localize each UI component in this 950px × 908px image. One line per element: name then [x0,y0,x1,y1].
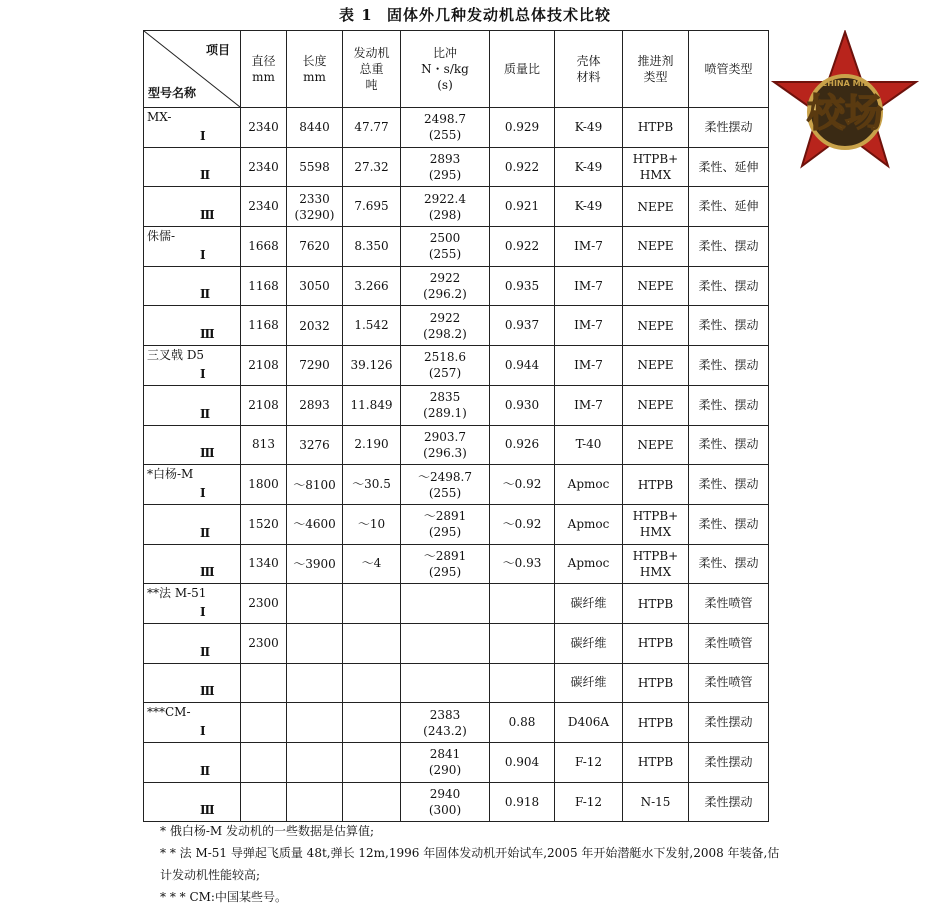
cell-length [287,584,343,624]
header-item: 项目 [205,43,230,57]
cell-diameter [241,663,287,703]
model-stage: Ⅱ [200,406,211,421]
cell-weight: 39.126 [343,346,401,386]
cell-weight: ～4 [343,544,401,584]
cell-length [287,703,343,743]
cell-model [144,782,241,822]
site-logo [770,30,920,170]
table-row [144,663,769,703]
model-stage: Ⅱ [200,644,211,659]
cell-model [144,623,241,663]
cell-length [287,782,343,822]
cell-specific-impulse: 2940 (300) [401,782,490,822]
cell-diameter: 1668 [241,227,287,267]
cell-mass-ratio [490,623,555,663]
cell-case-material: 碳纤维 [555,623,623,663]
cell-model [144,187,241,227]
cell-diameter: 1520 [241,504,287,544]
model-stage: I [200,724,206,738]
cell-specific-impulse [401,623,490,663]
header-propellant: 推进剂 类型 [623,31,689,108]
cell-mass-ratio [490,584,555,624]
cell-nozzle: 柔性、摆动 [689,504,769,544]
table-title [0,4,950,25]
cell-diameter: 2108 [241,346,287,386]
cell-specific-impulse: 2835 (289.1) [401,385,490,425]
cell-length: 2893 [287,385,343,425]
model-stage: Ⅲ [200,684,215,699]
model-stage: Ⅱ [200,525,211,540]
cell-length [287,623,343,663]
model-stage: Ⅲ [200,803,215,818]
footnotes [160,820,780,908]
cell-nozzle: 柔性、摆动 [689,544,769,584]
header-model-name: 型号名称 [148,86,197,100]
cell-case-material: IM-7 [555,306,623,346]
model-stage: Ⅱ [200,287,211,302]
cell-specific-impulse: ～2891 (295) [401,544,490,584]
model-name: **法 M-51 [147,586,207,601]
cell-nozzle: 柔性、延伸 [689,147,769,187]
cell-mass-ratio: 0.930 [490,385,555,425]
cell-model [144,703,241,743]
cell-propellant: HTPB+ HMX [623,504,689,544]
cell-weight: 27.32 [343,147,401,187]
cell-length: 5598 [287,147,343,187]
cell-weight [343,743,401,783]
cell-weight [343,584,401,624]
cell-mass-ratio: 0.926 [490,425,555,465]
cell-propellant: NEPE [623,227,689,267]
cell-mass-ratio: 0.922 [490,227,555,267]
cell-model [144,663,241,703]
cell-nozzle: 柔性摆动 [689,108,769,148]
cell-nozzle: 柔性摆动 [689,703,769,743]
table-row [144,465,769,505]
table-row [144,147,769,187]
cell-model [144,346,241,386]
cell-mass-ratio: 0.944 [490,346,555,386]
cell-length: ～8100 [287,465,343,505]
header-weight: 发动机 总重 吨 [343,31,401,108]
cell-mass-ratio: 0.921 [490,187,555,227]
cell-model [144,266,241,306]
cell-weight: 11.849 [343,385,401,425]
table-row [144,385,769,425]
cell-nozzle: 柔性、摆动 [689,385,769,425]
table-row [144,227,769,267]
footnote-3: * * * CM:中国某些号。 [160,890,287,904]
cell-model [144,465,241,505]
cell-case-material: IM-7 [555,227,623,267]
cell-specific-impulse [401,584,490,624]
cell-weight: ～30.5 [343,465,401,505]
table-title-text: 固体外几种发动机总体技术比较 [386,6,611,24]
cell-length: 3050 [287,266,343,306]
cell-weight: 8.350 [343,227,401,267]
cell-diameter: 1800 [241,465,287,505]
cell-nozzle: 柔性喷管 [689,623,769,663]
cell-diameter: 1168 [241,266,287,306]
cell-nozzle: 柔性喷管 [689,663,769,703]
cell-specific-impulse: 2903.7 (296.3) [401,425,490,465]
cell-propellant: NEPE [623,266,689,306]
header-mass-ratio: 质量比 [490,31,555,108]
cell-weight [343,663,401,703]
cell-case-material: IM-7 [555,266,623,306]
model-stage: Ⅲ [200,327,215,342]
model-name: 三叉戟 D5 [147,348,205,363]
cell-diameter: 1340 [241,544,287,584]
cell-length: 3276 [287,425,343,465]
cell-mass-ratio: 0.918 [490,782,555,822]
cell-model [144,425,241,465]
cell-propellant: HTPB+ HMX [623,147,689,187]
cell-specific-impulse: 2922.4 (298) [401,187,490,227]
table-row [144,266,769,306]
cell-specific-impulse: 2922 (298.2) [401,306,490,346]
cell-weight: 47.77 [343,108,401,148]
cell-propellant: NEPE [623,425,689,465]
cell-case-material: F-12 [555,743,623,783]
cell-diameter: 2340 [241,147,287,187]
cell-nozzle: 柔性、摆动 [689,227,769,267]
cell-mass-ratio: 0.937 [490,306,555,346]
cell-mass-ratio: 0.929 [490,108,555,148]
cell-propellant: NEPE [623,187,689,227]
cell-case-material: 碳纤维 [555,663,623,703]
cell-length: 2330 (3290) [287,187,343,227]
cell-diameter: 2300 [241,584,287,624]
cell-specific-impulse: 2841 (290) [401,743,490,783]
logo-text: 校场 [806,91,884,135]
cell-case-material: Apmoc [555,465,623,505]
cell-case-material: Apmoc [555,544,623,584]
model-name: MX- [147,110,172,124]
cell-case-material: IM-7 [555,346,623,386]
model-stage: Ⅱ [200,168,211,183]
cell-nozzle: 柔性、摆动 [689,266,769,306]
table-row [144,504,769,544]
cell-diameter [241,743,287,783]
model-stage: I [200,485,206,500]
table-row [144,623,769,663]
cell-specific-impulse: ～2891 (295) [401,504,490,544]
model-stage: I [200,604,206,619]
model-stage: Ⅲ [200,565,215,580]
table-row [144,108,769,148]
cell-propellant: HTPB [623,108,689,148]
model-stage: I [200,366,206,381]
cell-model [144,147,241,187]
cell-weight [343,782,401,822]
table-row [144,425,769,465]
cell-model [144,108,241,148]
header-specific-impulse: 比冲 N・s/kg (s) [401,31,490,108]
table-row [144,544,769,584]
cell-propellant: NEPE [623,346,689,386]
cell-weight: 3.266 [343,266,401,306]
cell-nozzle: 柔性、摆动 [689,465,769,505]
cell-mass-ratio: 0.935 [490,266,555,306]
cell-nozzle: 柔性、摆动 [689,346,769,386]
cell-model [144,743,241,783]
cell-propellant: HTPB+ HMX [623,544,689,584]
cell-diameter: 813 [241,425,287,465]
cell-mass-ratio: 0.904 [490,743,555,783]
model-stage: I [200,128,206,143]
engine-comparison-table [143,30,769,822]
cell-diameter: 2340 [241,187,287,227]
header-case-material: 壳体 材料 [555,31,623,108]
cell-specific-impulse: 2518.6 (257) [401,346,490,386]
cell-propellant: HTPB [623,703,689,743]
cell-specific-impulse: 2922 (296.2) [401,266,490,306]
model-stage: Ⅲ [200,208,215,223]
model-stage: Ⅱ [200,763,211,778]
cell-length: 2032 [287,306,343,346]
cell-specific-impulse: 2383 (243.2) [401,703,490,743]
cell-model [144,385,241,425]
cell-weight: ～10 [343,504,401,544]
model-name: *白杨-M [147,467,194,482]
cell-diameter [241,703,287,743]
table-label: 表 1 [339,6,373,24]
cell-case-material: F-12 [555,782,623,822]
cell-length: 7620 [287,227,343,267]
table-row [144,703,769,743]
cell-propellant: HTPB [623,584,689,624]
cell-specific-impulse: 2893 (295) [401,147,490,187]
cell-case-material: K-49 [555,187,623,227]
cell-diameter: 2340 [241,108,287,148]
model-stage: I [200,247,206,262]
cell-propellant: HTPB [623,623,689,663]
table-row [144,743,769,783]
footnote-1: * 俄白杨-M 发动机的一些数据是估算值; [160,824,375,838]
model-name: 侏儒- [147,229,176,244]
table-body [144,108,769,822]
cell-length: 8440 [287,108,343,148]
cell-specific-impulse: 2498.7 (255) [401,108,490,148]
cell-weight [343,703,401,743]
cell-case-material: 碳纤维 [555,584,623,624]
table-row [144,306,769,346]
cell-nozzle: 柔性喷管 [689,584,769,624]
cell-length: 7290 [287,346,343,386]
cell-model [144,306,241,346]
cell-case-material: K-49 [555,108,623,148]
header-nozzle: 喷管类型 [689,31,769,108]
cell-case-material: D406A [555,703,623,743]
cell-nozzle: 柔性、摆动 [689,306,769,346]
cell-specific-impulse: 2500 (255) [401,227,490,267]
logo-ring-text: CHINA MIL [821,79,869,88]
model-stage: Ⅲ [200,446,215,461]
cell-case-material: K-49 [555,147,623,187]
header-diameter: 直径 mm [241,31,287,108]
cell-propellant: NEPE [623,385,689,425]
cell-model [144,504,241,544]
cell-weight: 2.190 [343,425,401,465]
header-length: 长度 mm [287,31,343,108]
header-row [144,31,769,108]
table-row [144,782,769,822]
cell-diameter: 2108 [241,385,287,425]
cell-case-material: T-40 [555,425,623,465]
cell-diameter [241,782,287,822]
footnote-2: * * 法 M-51 导弹起飞质量 48t,弹长 12m,1996 年固体发动机开始试车,2005 年开始潜艇水下发射,2008 年装备,估计发动机性能较高; [160,846,780,882]
cell-mass-ratio: ～0.92 [490,504,555,544]
cell-model [144,584,241,624]
table-row [144,187,769,227]
table-row [144,346,769,386]
cell-case-material: Apmoc [555,504,623,544]
cell-mass-ratio: ～0.93 [490,544,555,584]
cell-length [287,663,343,703]
cell-weight [343,623,401,663]
cell-mass-ratio: ～0.92 [490,465,555,505]
cell-propellant: HTPB [623,663,689,703]
cell-nozzle: 柔性、摆动 [689,425,769,465]
cell-specific-impulse [401,663,490,703]
cell-propellant: HTPB [623,465,689,505]
corner-header [144,31,241,108]
cell-mass-ratio [490,663,555,703]
cell-nozzle: 柔性摆动 [689,743,769,783]
cell-model [144,544,241,584]
cell-model [144,227,241,267]
cell-diameter: 1168 [241,306,287,346]
cell-length: ～3900 [287,544,343,584]
cell-mass-ratio: 0.922 [490,147,555,187]
cell-specific-impulse: ～2498.7 (255) [401,465,490,505]
cell-nozzle: 柔性摆动 [689,782,769,822]
cell-propellant: HTPB [623,743,689,783]
cell-mass-ratio: 0.88 [490,703,555,743]
cell-propellant: NEPE [623,306,689,346]
cell-diameter: 2300 [241,623,287,663]
table-row [144,584,769,624]
cell-propellant: N-15 [623,782,689,822]
cell-length [287,743,343,783]
cell-length: ～4600 [287,504,343,544]
cell-nozzle: 柔性、延伸 [689,187,769,227]
cell-weight: 7.695 [343,187,401,227]
cell-case-material: IM-7 [555,385,623,425]
cell-weight: 1.542 [343,306,401,346]
model-name: ***CM- [147,705,191,720]
